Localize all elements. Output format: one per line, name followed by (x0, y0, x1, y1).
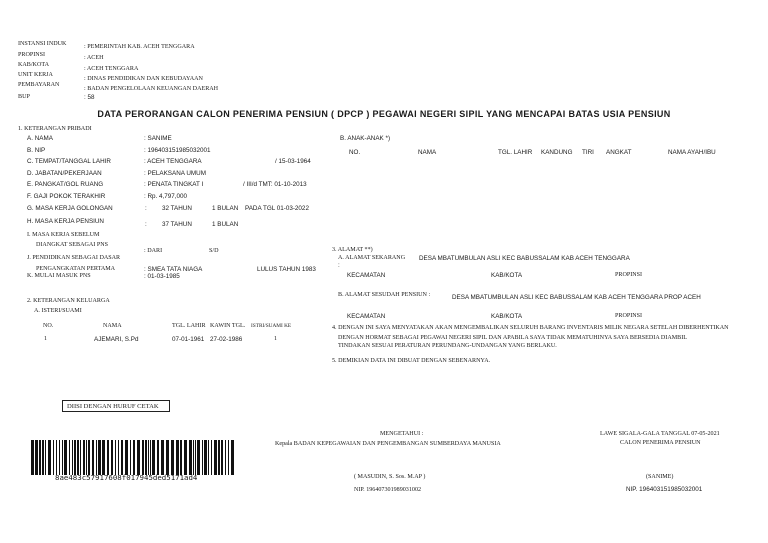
barcode-bar (92, 440, 94, 475)
isteri-row-no: 1 (44, 336, 48, 342)
anak-col-angkat: ANGKAT (606, 149, 632, 156)
barcode-bar (64, 440, 67, 475)
barcode-bar (86, 440, 87, 475)
mulai-pns-label: K. MULAI MASUK PNS (27, 273, 91, 279)
barcode-bar (118, 440, 119, 475)
barcode-bar (102, 440, 105, 475)
anak-col-tgl: TGL. LAHIR (498, 149, 533, 156)
barcode-bar (176, 440, 179, 475)
unit-label: UNIT KERJA (18, 72, 53, 78)
ttl-date: / 15-03-1964 (275, 158, 311, 165)
propinsi-label: PROPINSI (18, 52, 46, 58)
cetak-label: DIISI DENGAN HURUF CETAK (67, 403, 159, 410)
mulai-pns-value: : 01-03-1985 (144, 273, 180, 280)
barcode-text: 8ae483c57917608f017945ded5171ad4 (55, 473, 198, 482)
pangkat-value: : PENATA TINGKAT I (144, 181, 204, 188)
left-signer-nip: NIP. 196407301989031002 (354, 487, 422, 493)
alamat-sekarang-colon: : (338, 262, 340, 269)
barcode-bar (180, 440, 182, 475)
section2-heading: 2. KETERANGAN KELUARGA (27, 298, 110, 304)
barcode-bar (48, 440, 51, 475)
nama-label: A. NAMA (27, 135, 53, 142)
barcode-bar (221, 440, 223, 475)
barcode-bar (98, 440, 101, 475)
right-signer-name: (SANIME) (646, 474, 674, 480)
anak-col-nama: NAMA (418, 149, 437, 156)
nip-label: B. NIP (27, 147, 46, 154)
jabatan-label: D. JABATAN/PEKERJAAN (27, 170, 102, 177)
gaji-label: F. GAJI POKOK TERAKHIR (27, 193, 106, 200)
pembayaran-value: : BADAN PENGELOLAAN KEUANGAN DAERAH (84, 86, 219, 92)
isteri-row-nama: AJEMARI, S.Pd (94, 336, 139, 343)
statement-4-line-3: TINDAKAN SESUAI PERATURAN PERUNDANG-UNDANGAN YANG BERLAKU. (338, 343, 557, 349)
barcode-bar (74, 440, 76, 475)
nip-value: : 196403151985032001 (144, 147, 211, 154)
barcode-bar (72, 440, 73, 475)
barcode-bar (80, 440, 81, 475)
statement-4-line-2: DENGAN HORMAT SEBAGAI PEGAWAI NEGERI SIPIL DAN APABILA SAYA TIDAK MEMATUHINYA SAYA BERSEDIA DIAMBIL (338, 335, 687, 341)
anak-col-tiri: TIRI (582, 149, 594, 156)
barcode-bar (189, 440, 192, 475)
isteri-col-no: NO. (43, 323, 54, 329)
cetak-box (62, 400, 170, 412)
barcode-bar (31, 440, 34, 475)
mkp-tahun: 37 TAHUN (162, 221, 192, 228)
barcode-bar (39, 440, 41, 475)
barcode-bar (166, 440, 169, 475)
isteri-col-ke: ISTRI/SUAMI KE (251, 323, 292, 329)
mkp-colon: : (145, 221, 147, 228)
barcode-bar (218, 440, 220, 475)
barcode-bar (150, 440, 151, 475)
alamat-heading: 3. ALAMAT **) (332, 247, 373, 253)
barcode-bar (184, 440, 187, 475)
barcode-bar (121, 440, 123, 475)
mkg-label: G. MASA KERJA GOLONGAN (27, 205, 113, 212)
anak-col-no: NO. (349, 149, 361, 156)
page-title: DATA PERORANGAN CALON PENERIMA PENSIUN ( DPCP ) PEGAWAI NEGERI SIPIL YANG MENCAPAI BATAS USIA PENSIUN (97, 109, 671, 119)
barcode-bar (42, 440, 44, 475)
barcode-bar (197, 440, 200, 475)
alamat-pensiun-value: DESA MBATUMBULAN ASLI KEC BABUSSALAM KAB ACEH TENGGARA PROP ACEH (452, 294, 701, 301)
barcode-bar (228, 440, 229, 475)
statement-4-line-1: 4. DENGAN INI SAYA MENYATAKAN AKAN MENGEMBALIKAN SELURUH BARANG INVENTARIS MILIK NEGARA SETELAH DIBERHENTIKAN (332, 325, 729, 331)
isteri-row-kawin: 27-02-1986 (210, 336, 243, 343)
barcode-bar (145, 440, 147, 475)
place-date: LAWE SIGALA-GALA TANGGAL 07-05-2021 (600, 431, 720, 437)
instansi-value: : PEMERINTAH KAB. ACEH TENGGARA (84, 44, 195, 50)
barcode-bar (35, 440, 38, 475)
alamat-sekarang-label: A. ALAMAT SEKARANG (338, 255, 406, 261)
mkg-colon: : (145, 205, 147, 212)
barcode-bar (208, 440, 209, 475)
isteri-suami-heading: A. ISTERI/SUAMI (34, 308, 82, 314)
barcode-bar (88, 440, 90, 475)
bup-value: : 58 (84, 94, 95, 101)
unit-value: : DINAS PENDIDIKAN DAN KEBUDAYAAN (84, 76, 203, 82)
masa-kerja-label-1: I. MASA KERJA SEBELUM (27, 232, 100, 238)
barcode-bar (157, 440, 159, 475)
alamat-pensiun-kecamatan: KECAMATAN (347, 313, 386, 320)
barcode-bar (96, 440, 97, 475)
isteri-row-ke: 1 (274, 336, 278, 342)
gaji-value: : Rp. 4,797,000 (144, 193, 188, 200)
alamat-sekarang-value: DESA MBATUMBULAN ASLI KEC BABUSSALAM KAB ACEH TENGGARA (419, 255, 630, 262)
ttl-label: C. TEMPAT/TANGGAL LAHIR (27, 158, 111, 165)
mkg-pada: PADA TGL 01-03-2022 (245, 205, 309, 212)
pendidikan-value: : SMEA TATA NIAGA (144, 266, 203, 273)
kabkota-value: : ACEH TENGGARA (84, 66, 139, 72)
mkp-label: H. MASA KERJA PENSIUN (27, 218, 104, 225)
anak-col-kandung: KANDUNG (541, 149, 573, 156)
barcode-bar (115, 440, 116, 475)
isteri-col-kawin: KAWIN TGL. (210, 323, 246, 329)
barcode-bar (137, 440, 140, 475)
barcode-image (31, 440, 235, 475)
alamat-pensiun-propinsi: PROPINSI (615, 313, 643, 319)
bup-label: BUP (18, 94, 30, 100)
barcode-bar (225, 440, 226, 475)
lulus-tahun: LULUS TAHUN 1983 (257, 266, 316, 273)
mengetahui-label: MENGETAHUI : (380, 431, 424, 437)
ttl-value: : ACEH TENGGARA (144, 158, 202, 165)
anak-col-ayah-ibu: NAMA AYAH/IBU (668, 149, 716, 156)
alamat-kecamatan: KECAMATAN (347, 272, 386, 279)
barcode-bar (56, 440, 57, 475)
pembayaran-label: PEMBAYARAN (18, 82, 60, 88)
nama-value: : SANIME (144, 135, 172, 142)
barcode-bar (125, 440, 128, 475)
left-signer-name: ( MASUDIN, S. Sos. M.AP ) (354, 474, 426, 480)
mkg-tahun: 32 TAHUN (162, 205, 192, 212)
isteri-row-tgl: 07-01-1961 (172, 336, 205, 343)
barcode-bar (214, 440, 217, 475)
pangkat-tmt: / III/d TMT: 01-10-2013 (243, 181, 307, 188)
isteri-col-tgl: TGL. LAHIR (172, 323, 206, 329)
kabkota-label: KAB/KOTA (18, 62, 49, 68)
alamat-pensiun-label: B. ALAMAT SESUDAH PENSIUN : (338, 292, 431, 298)
barcode-bar (161, 440, 164, 475)
isteri-col-nama: NAMA (103, 323, 122, 329)
anak-heading: B. ANAK-ANAK *) (340, 135, 391, 142)
masa-kerja-sd: S/D (209, 248, 219, 254)
barcode-bar (83, 440, 85, 475)
barcode-bar (107, 440, 109, 475)
barcode-bar (142, 440, 144, 475)
barcode-bar (53, 440, 54, 475)
jabatan-value: : PELAKSANA UMUM (144, 170, 206, 177)
barcode-bar (130, 440, 131, 475)
barcode-bar (204, 440, 207, 475)
barcode-bar (59, 440, 60, 475)
pangkat-label: E. PANGKAT/GOL RUANG (27, 181, 104, 188)
right-signer-nip: NIP. 196403151985032001 (626, 486, 703, 493)
alamat-pensiun-kabkota: KAB/KOTA (491, 313, 523, 320)
pendidikan-label-2: PENGANGKATAN PERTAMA (36, 266, 116, 272)
barcode-bar (45, 440, 46, 475)
masa-kerja-label-2: DIANGKAT SEBAGAI PNS (36, 242, 109, 248)
section1-heading: 1. KETERANGAN PRIBADI (18, 126, 92, 132)
mkp-bulan: 1 BULAN (212, 221, 239, 228)
alamat-propinsi: PROPINSI (615, 272, 643, 278)
barcode-bar (211, 440, 212, 475)
barcode-bar (133, 440, 135, 475)
barcode-bar (111, 440, 113, 475)
masa-kerja-dari: : DARI (144, 248, 163, 254)
barcode-bar (77, 440, 79, 475)
barcode-bar (171, 440, 174, 475)
barcode-bar (202, 440, 203, 475)
alamat-kabkota: KAB/KOTA (491, 272, 523, 279)
mkg-bulan: 1 BULAN (212, 205, 239, 212)
barcode-bar (231, 440, 234, 475)
barcode-bar (62, 440, 63, 475)
barcode-bar (152, 440, 155, 475)
kepala-label: Kepala BADAN KEPEGAWAIAN DAN PENGEMBANGAN SUMBERDAYA MANUSIA (275, 441, 501, 447)
pendidikan-label: J. PENDIDIKAN SEBAGAI DASAR (27, 255, 121, 261)
barcode-bar (148, 440, 149, 475)
statement-5: 5. DEMIKIAN DATA INI DIBUAT DENGAN SEBENARNYA. (332, 358, 491, 364)
barcode-bar (195, 440, 196, 475)
calon-label: CALON PENERIMA PENSIUN (620, 440, 701, 446)
barcode-bar (193, 440, 194, 475)
instansi-label: INSTANSI INDUK (18, 41, 67, 47)
barcode-bar (69, 440, 70, 475)
propinsi-value: : ACEH (84, 55, 104, 61)
